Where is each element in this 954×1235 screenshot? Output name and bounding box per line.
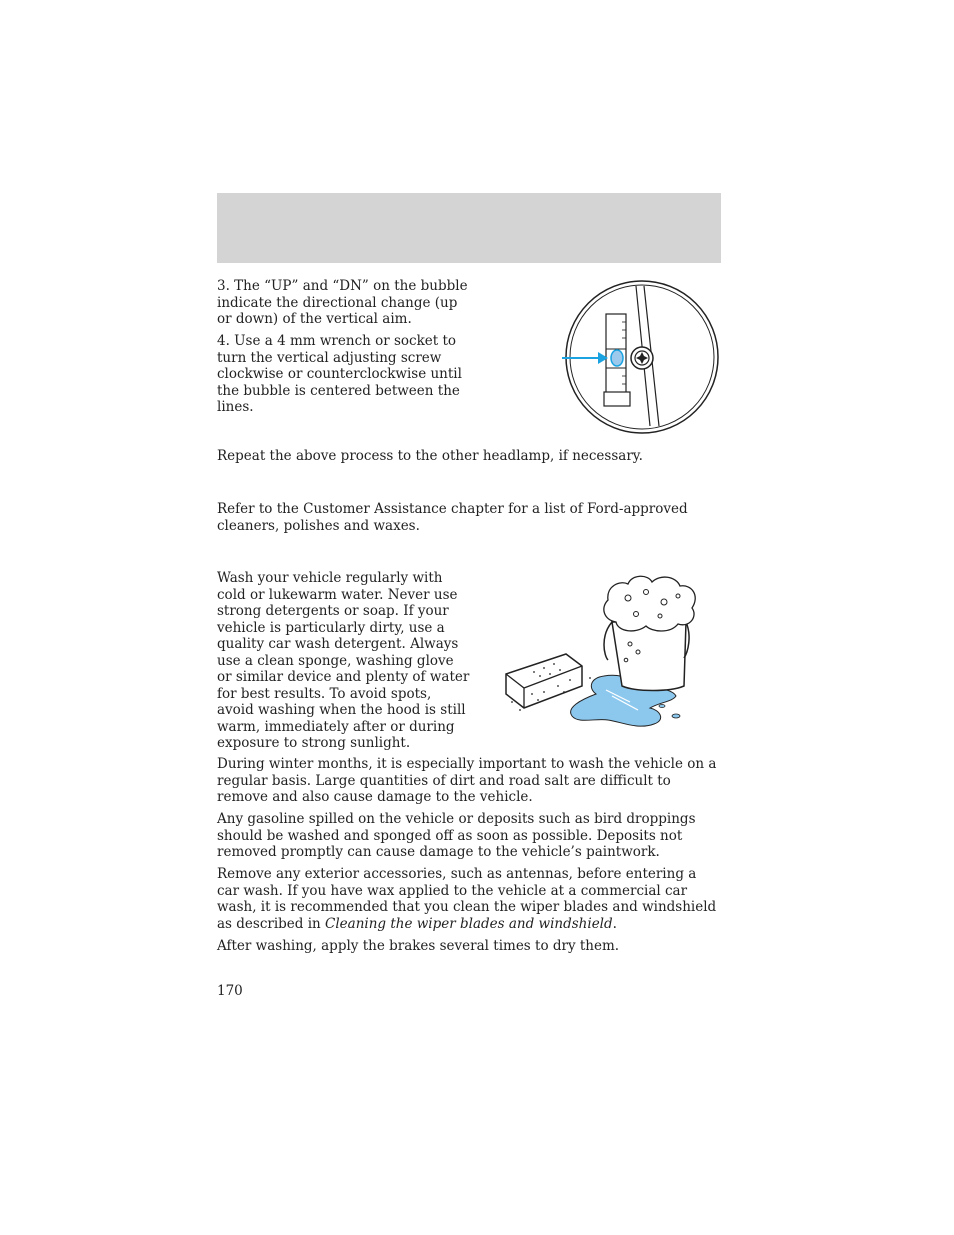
- accessories-text-post: .: [612, 915, 617, 932]
- dry-brakes-text: After washing, apply the brakes several times to dry them.: [217, 938, 620, 954]
- aim-step-3: 3. The “UP” and “DN” on the bubble indicate the directional change (up or down) of the vertical aim.: [217, 278, 468, 327]
- bucket-sponge-illustration: [500, 570, 706, 742]
- wiper-blades-reference: Cleaning the wiper blades and windshield: [325, 915, 613, 932]
- accessories-text-pre: Remove any exterior accessories, such as antennas, before entering a car wash. If you have wax applied to the vehicle at a commercial car wash, it is recommended that you clean the wiper blades and windshield as described in: [217, 866, 717, 932]
- section-header-band: [217, 193, 721, 263]
- winter-wash-paragraph: During winter months, it is especially important to wash the vehicle on a regular basis. Large quantities of dirt and road salt are difficult to remove and also cause damage to the vehicle.: [217, 756, 717, 805]
- refer-customer-assistance-text: Refer to the Customer Assistance chapter for a list of Ford-approved cleaners, polishes and waxes.: [217, 501, 688, 534]
- exterior-accessories-paragraph: [217, 866, 721, 932]
- aim-step-4: 4. Use a 4 mm wrench or socket to turn the vertical adjusting screw clockwise or counterclockwise until the bubble is centered between the lines.: [217, 333, 462, 415]
- gasoline-deposits-paragraph: Any gasoline spilled on the vehicle or deposits such as bird droppings should be washed and sponged off as soon as possible. Deposits not removed promptly can cause damage to the vehicle’s paintwork.: [217, 811, 696, 860]
- headlamp-bubble-level-illustration: [558, 278, 724, 438]
- wash-vehicle-paragraph: Wash your vehicle regularly with cold or lukewarm water. Never use strong detergents or soap. If your vehicle is particularly dirty, use a quality car wash detergent. Always use a clean sponge, washing glove or similar device and plenty of water for best results. To avoid spots, avoid washing when the hood is still warm, immediately after or during exposure to strong sunlight.: [217, 570, 470, 751]
- page-number: 170: [217, 983, 243, 999]
- repeat-process-text: Repeat the above process to the other headlamp, if necessary.: [217, 448, 643, 464]
